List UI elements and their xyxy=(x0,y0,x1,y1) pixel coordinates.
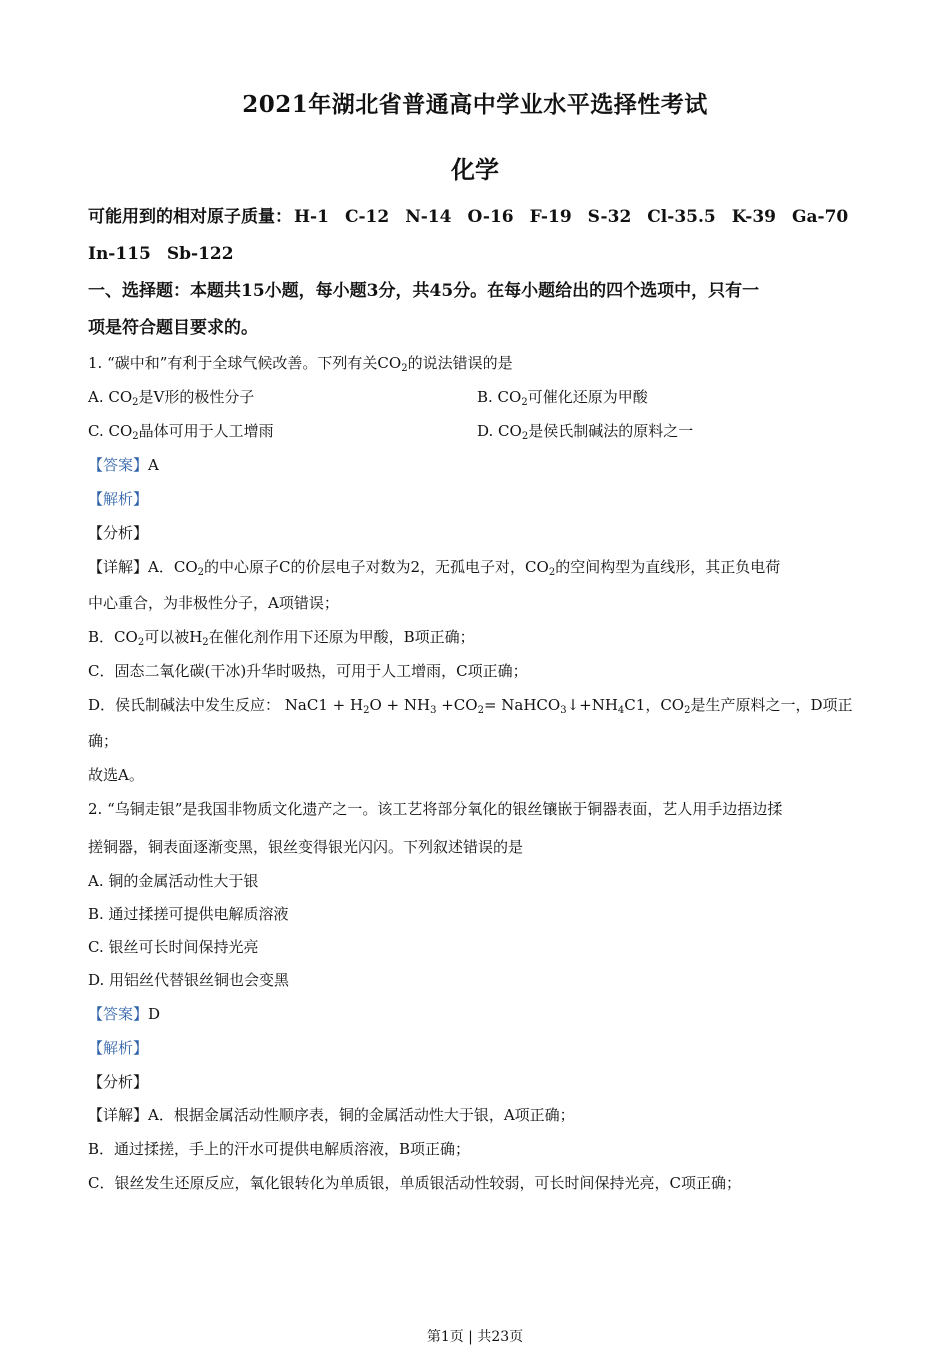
atomic-mass: Cl-35.5 xyxy=(647,207,716,227)
section-heading-line-2: 项是符合题目要求的。 xyxy=(88,318,258,338)
page-footer: 第1页 | 共23页 xyxy=(426,1329,524,1345)
atomic-mass: F-19 xyxy=(529,207,572,227)
q1-detail-line-4: C．固态二氧化碳(干冰)升华时吸热，可用于人工增雨，C项正确； xyxy=(88,662,528,680)
q1-analysis-label: 【解析】 xyxy=(88,490,149,508)
atomic-masses-line-1 xyxy=(88,207,864,227)
atomic-mass: Ga-70 xyxy=(792,207,849,227)
q2-option-d: D. 用铝丝代替银丝铜也会变黑 xyxy=(88,971,290,989)
q1-detail-line-5: D．侯氏制碱法中发生反应： $NaC1 + H_2O + NH_3 +CO_2=$ $NaHCO_3↓+NH_4C1$，$CO_2$是生产原料之一，D项正 xyxy=(88,696,853,716)
answer-label: 【答案】 xyxy=(88,1005,149,1023)
q1-option-a: A. $CO_2$是V形的极性分子 xyxy=(88,388,255,408)
atomic-mass: N-14 xyxy=(405,207,452,227)
atomic-masses-label: 可能用到的相对原子质量： xyxy=(88,207,292,227)
q2-answer: 【答案】D xyxy=(88,1005,161,1023)
q2-analysis-label: 【解析】 xyxy=(88,1039,149,1057)
atomic-mass: C-12 xyxy=(344,207,390,227)
q1-detail-line-3: B．$CO_2$可以被$H_2$在催化剂作用下还原为甲酸，B项正确； xyxy=(88,628,475,648)
atomic-mass: K-39 xyxy=(731,207,776,227)
q1-stem: 1. “碳中和”有利于全球气候改善。下列有关$CO_2$的说法错误的是 xyxy=(88,354,513,374)
atomic-mass: H-1 xyxy=(294,207,329,227)
q1-answer: 【答案】A xyxy=(88,456,159,474)
q2-option-a: A. 铜的金属活动性大于银 xyxy=(88,872,259,890)
atomic-mass: S-32 xyxy=(587,207,632,227)
q1-option-b: B. $CO_2$可催化还原为甲酸 xyxy=(477,388,648,408)
atomic-masses-line-2 xyxy=(88,244,250,264)
q2-option-c: C. 银丝可长时间保持光亮 xyxy=(88,938,259,956)
q1-option-d: D. $CO_2$是侯氏制碱法的原料之一 xyxy=(477,422,694,442)
atomic-mass: Sb-122 xyxy=(166,244,234,264)
exam-title: 2021年湖北省普通高中学业水平选择性考试 xyxy=(242,91,708,118)
q2-fenxi-label: 【分析】 xyxy=(88,1073,149,1091)
q1-option-c: C. $CO_2$晶体可用于人工增雨 xyxy=(88,422,274,442)
atomic-mass: In-115 xyxy=(88,244,151,264)
q2-detail-line-1: 【详解】A．根据金属活动性顺序表，铜的金属活动性大于银，A项正确； xyxy=(88,1106,575,1124)
atomic-mass: O-16 xyxy=(467,207,514,227)
q2-detail-line-2: B．通过揉搓，手上的汗水可提供电解质溶液，B项正确； xyxy=(88,1140,471,1158)
subject-title: 化学 xyxy=(451,155,499,184)
q2-stem-line-1: 2. “乌铜走银”是我国非物质文化遗产之一。该工艺将部分氧化的银丝镶嵌于铜器表面，艺人用手边捂边揉 xyxy=(88,800,783,818)
q1-fenxi-label: 【分析】 xyxy=(88,524,149,542)
q1-conclusion: 故选A。 xyxy=(88,766,144,784)
section-heading-line-1: 一、选择题：本题共15小题，每小题3分，共45分。在每小题给出的四个选项中，只有一 xyxy=(88,281,760,301)
q1-detail-line-6: 确； xyxy=(88,732,119,750)
answer-label: 【答案】 xyxy=(88,456,149,474)
q1-detail-line-2: 中心重合，为非极性分子，A项错误； xyxy=(88,594,339,612)
q1-detail-line-1: 【详解】A．$CO_2$的中心原子C的价层电子对数为2，无孤电子对，$CO_2$的空间构型为直线形，其正负电荷 xyxy=(88,558,781,578)
q2-option-b: B. 通过揉搓可提供电解质溶液 xyxy=(88,905,289,923)
q2-stem-line-2: 搓铜器，铜表面逐渐变黑，银丝变得银光闪闪。下列叙述错误的是 xyxy=(88,838,524,856)
q2-detail-line-3: C．银丝发生还原反应，氧化银转化为单质银，单质银活动性较弱，可长时间保持光亮，C项正确； xyxy=(88,1174,741,1192)
